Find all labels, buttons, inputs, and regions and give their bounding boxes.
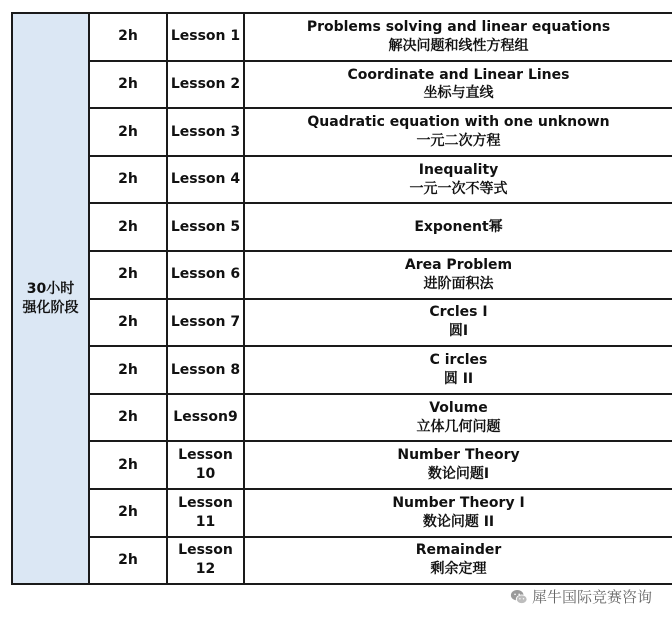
lesson-cell: Lesson 6 — [167, 251, 244, 299]
table-row — [12, 61, 672, 109]
topic-english: Remainder — [415, 542, 502, 559]
topic-chinese: 解决问题和线性方程组 — [388, 37, 529, 54]
topic-english: Crcles I — [429, 304, 488, 321]
lesson-cell: Lesson 1 — [167, 13, 244, 61]
topic-chinese: 圆 II — [443, 370, 474, 387]
hours-cell: 2h — [89, 299, 167, 347]
topic-chinese: 立体几何问题 — [416, 418, 501, 435]
table-row — [12, 203, 672, 251]
lesson-cell: Lesson 8 — [167, 346, 244, 394]
topic-chinese: 坐标与直线 — [423, 85, 494, 102]
topic-cell — [244, 156, 672, 204]
lesson-cell: Lesson 12 — [167, 537, 244, 585]
lesson-cell: Lesson 7 — [167, 299, 244, 347]
topic-cell — [244, 346, 672, 394]
hours-cell: 2h — [89, 394, 167, 442]
hours-cell: 2h — [89, 489, 167, 537]
topic-chinese: 一元二次方程 — [416, 132, 501, 149]
lesson-cell: Lesson 4 — [167, 156, 244, 204]
lesson-cell: Lesson 2 — [167, 61, 244, 109]
topic-english: Inequality — [418, 161, 499, 178]
lesson-cell: Lesson 5 — [167, 203, 244, 251]
topic-cell — [244, 489, 672, 537]
watermark — [508, 586, 654, 607]
stage-duration: 30小时 — [26, 280, 75, 297]
topic-cell — [244, 537, 672, 585]
topic-cell — [244, 108, 672, 156]
stage-cell — [12, 13, 89, 584]
topic-chinese: 数论问题I — [427, 466, 490, 483]
lesson-cell: Lesson 11 — [167, 489, 244, 537]
topic-chinese: 圆I — [448, 323, 469, 340]
topic-cell — [244, 299, 672, 347]
table-row — [12, 156, 672, 204]
wechat-icon — [510, 588, 528, 606]
table-row — [12, 299, 672, 347]
hours-cell: 2h — [89, 441, 167, 489]
lesson-cell: Lesson 3 — [167, 108, 244, 156]
hours-cell: 2h — [89, 61, 167, 109]
topic-english: Number Theory — [397, 447, 520, 464]
topic-english: Volume — [429, 399, 488, 416]
hours-cell: 2h — [89, 13, 167, 61]
stage-name: 强化阶段 — [22, 299, 79, 316]
hours-cell: 2h — [89, 203, 167, 251]
topic-english: Number Theory I — [392, 494, 525, 511]
course-schedule-table — [11, 12, 672, 585]
watermark-brand: 犀牛国际竞赛咨询 — [531, 588, 652, 606]
hours-cell: 2h — [89, 537, 167, 585]
topic-chinese: 剩余定理 — [430, 561, 487, 578]
topic-cell — [244, 203, 672, 251]
topic-english: Quadratic equation with one unknown — [307, 114, 610, 131]
topic-cell — [244, 394, 672, 442]
topic-english: Coordinate and Linear Lines — [347, 66, 570, 83]
hours-cell: 2h — [89, 156, 167, 204]
table-row — [12, 537, 672, 585]
topic-chinese: 数论问题 II — [422, 513, 495, 530]
hours-cell: 2h — [89, 346, 167, 394]
topic-english: Area Problem — [404, 256, 513, 273]
topic-cell — [244, 61, 672, 109]
topic-english: Exponent幂 — [414, 218, 503, 235]
table-row — [12, 346, 672, 394]
table-row — [12, 108, 672, 156]
hours-cell: 2h — [89, 108, 167, 156]
table-row — [12, 394, 672, 442]
topic-english: C ircles — [429, 352, 488, 369]
lesson-cell: Lesson 10 — [167, 441, 244, 489]
topic-cell — [244, 13, 672, 61]
table-row — [12, 441, 672, 489]
topic-cell — [244, 251, 672, 299]
topic-chinese: 一元一次不等式 — [409, 180, 508, 197]
topic-english: Problems solving and linear equations — [306, 18, 611, 35]
table-row — [12, 13, 672, 61]
topic-chinese: 进阶面积法 — [423, 275, 494, 292]
lesson-cell: Lesson9 — [167, 394, 244, 442]
hours-cell: 2h — [89, 251, 167, 299]
table-row — [12, 251, 672, 299]
topic-cell — [244, 441, 672, 489]
table-row — [12, 489, 672, 537]
